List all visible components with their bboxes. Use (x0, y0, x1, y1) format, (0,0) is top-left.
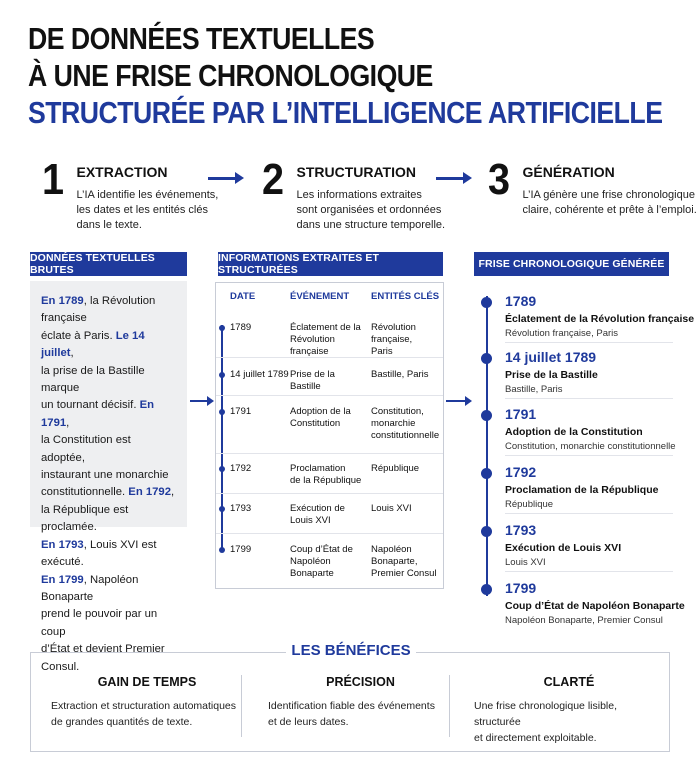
cell-line: Éclatement de la (290, 322, 361, 333)
timeline-separator (505, 571, 673, 572)
row-date: 1792 (230, 463, 252, 474)
benefits-title: LES BÉNÉFICES (286, 642, 416, 659)
highlight-date: En 1792 (128, 486, 172, 499)
cell-line: Premier Consul (371, 568, 437, 579)
timeline-dot-icon (481, 468, 492, 479)
step-generation (488, 155, 697, 218)
highlight-date: En 1789 (41, 295, 84, 307)
row-dot-icon (219, 372, 225, 378)
timeline-entities: Constitution, monarchie constitutionnelle (505, 441, 676, 452)
cell-line: Prise de la Bastille (290, 369, 335, 392)
step-description (76, 188, 218, 233)
row-entities (371, 322, 443, 358)
benefit-clarity (474, 675, 664, 744)
benefit-title: CLARTÉ (543, 675, 595, 689)
title-line-3: STRUCTURÉE PAR L’INTELLIGENCE ARTIFICIELLE (28, 95, 663, 130)
column-header-event: ÉVÉNEMENT (290, 291, 350, 302)
timeline-entities: Louis XVI (505, 557, 546, 568)
row-entities (371, 544, 443, 580)
step-desc-line: claire, cohérente et prête à l’emploi. (522, 204, 697, 216)
step-desc-line: sont organisées et ordonnées (296, 204, 442, 216)
timeline-entities: Napoléon Bonaparte, Premier Consul (505, 615, 663, 626)
timeline-separator (505, 513, 673, 514)
row-event (290, 406, 368, 430)
row-event (290, 544, 368, 580)
timeline-dot-icon (481, 584, 492, 595)
row-entities (371, 406, 443, 442)
table-row (216, 395, 443, 453)
row-date: 1791 (230, 406, 252, 417)
timeline-separator (505, 398, 673, 399)
step-number: 3 (488, 155, 511, 204)
raw-text-span: constitutionnelle. (41, 486, 129, 499)
raw-line: prend le pouvoir par un coup (41, 608, 158, 638)
step-structuration (262, 155, 446, 233)
step-desc-line: dans le texte. (76, 219, 142, 231)
cell-line: Révolution française (290, 334, 335, 357)
row-entities (371, 463, 443, 475)
benefit-description (474, 698, 664, 746)
cell-line: Napoléon Bonaparte, (371, 544, 418, 567)
timeline-title: Prise de la Bastille (505, 369, 598, 381)
raw-data-header: DONNÉES TEXTUELLES BRUTES (30, 252, 187, 276)
title-line-2: À UNE FRISE CHRONOLOGIQUE (28, 58, 433, 93)
row-entities (371, 503, 443, 515)
timeline-title: Coup d’État de Napoléon Bonaparte (505, 600, 685, 612)
benefit-desc-line: Extraction et structuration automatiques (51, 700, 237, 712)
cell-line: Paris (371, 346, 393, 357)
row-date: 1799 (230, 544, 252, 555)
timeline-year: 1789 (505, 293, 537, 309)
raw-text-span: , (171, 486, 175, 499)
row-dot-icon (219, 506, 225, 512)
timeline-dot-icon (481, 410, 492, 421)
row-dot-icon (219, 409, 225, 415)
timeline-title: Éclatement de la Révolution française (505, 313, 695, 325)
cell-line: constitutionnelle (371, 430, 440, 441)
benefit-description (268, 698, 453, 730)
timeline-year: 1792 (505, 464, 537, 480)
highlight-date: Le 14 juillet (41, 329, 145, 360)
main-title (28, 20, 700, 131)
timeline-title: Exécution de Louis XVI (505, 542, 622, 554)
benefit-precision (268, 675, 453, 737)
raw-line: d’État et devient Premier Consul. (41, 643, 165, 673)
timeline-entities: Bastille, Paris (505, 384, 563, 395)
raw-line: la Constitution est adoptée, (41, 434, 131, 464)
raw-line: la République est proclamée. (41, 503, 129, 534)
benefit-desc-line: de grandes quantités de texte. (51, 716, 193, 728)
raw-line (41, 572, 176, 607)
row-dot-icon (219, 547, 225, 553)
raw-text-span: , Louis XVI est exécuté. (41, 538, 157, 569)
timeline-line (486, 296, 488, 596)
raw-text-span: , Napoléon Bonaparte (41, 573, 139, 603)
title-line-1: DE DONNÉES TEXTUELLES (28, 21, 375, 56)
generated-timeline (474, 281, 695, 626)
table-row (216, 493, 443, 533)
benefit-title: PRÉCISION (326, 675, 395, 689)
step-description (296, 188, 445, 233)
cell-line: Constitution (290, 418, 341, 429)
row-dot-icon (219, 466, 225, 472)
timeline-title: Proclamation de la République (505, 484, 659, 496)
step-number: 1 (42, 155, 65, 204)
raw-text-panel (30, 281, 187, 673)
structured-data-header: INFORMATIONS EXTRAITES ET STRUCTURÉES (218, 252, 443, 276)
raw-line: la prise de la Bastille marque (41, 364, 145, 395)
cell-line: Louis XVI (290, 515, 331, 526)
timeline-dot-icon (481, 353, 492, 364)
step-arrow-right-icon (208, 177, 238, 180)
raw-text-span: , (66, 416, 70, 429)
step-desc-line: les dates et les entités clés (76, 204, 208, 216)
timeline-entities: République (505, 499, 554, 510)
benefit-divider (449, 675, 450, 737)
raw-text-span: éclate à Paris. (41, 329, 116, 342)
timeline-year: 1791 (505, 406, 537, 422)
cell-line: Adoption de la (290, 406, 351, 417)
step-extraction (42, 155, 219, 233)
row-event (290, 463, 368, 487)
step-arrow-right-icon (436, 177, 466, 180)
raw-line: instaurant une monarchie (41, 469, 169, 482)
step-desc-line: L’IA identifie les événements, (76, 189, 219, 201)
cell-line: République (371, 463, 420, 474)
benefit-desc-line: et de leurs dates. (268, 716, 349, 728)
benefit-time (51, 675, 243, 737)
timeline-year: 1799 (505, 580, 537, 596)
timeline-dot-icon (481, 526, 492, 537)
step-title: STRUCTURATION (296, 164, 416, 180)
table-row (216, 357, 443, 395)
raw-line (41, 328, 176, 363)
column-header-entities: ENTITÉS CLÉS (371, 291, 440, 302)
benefit-title: GAIN DE TEMPS (97, 675, 197, 689)
cell-line: Proclamation (290, 463, 346, 474)
highlight-date: En 1793 (41, 538, 84, 551)
raw-line (41, 293, 176, 328)
table-row (216, 533, 443, 583)
timeline-separator (505, 455, 673, 456)
table-row (216, 313, 443, 357)
cell-line: monarchie (371, 418, 416, 429)
raw-line (41, 537, 176, 572)
highlight-date: En 1799 (41, 573, 84, 586)
raw-text-span: , la Révolution française (41, 295, 156, 325)
step-description (522, 188, 696, 218)
timeline-year: 14 juillet 1789 (505, 349, 597, 365)
step-desc-line: Les informations extraites (296, 189, 422, 201)
cell-line: de la République (290, 475, 362, 486)
timeline-dot-icon (481, 297, 492, 308)
timeline-separator (505, 342, 673, 343)
timeline-year: 1793 (505, 522, 537, 538)
row-date: 1793 (230, 503, 252, 514)
step-desc-line: dans une structure temporelle. (296, 219, 446, 231)
flow-arrow-right-icon (190, 400, 209, 402)
row-dot-icon (219, 325, 225, 331)
flow-arrow-right-icon (446, 400, 467, 402)
cell-line: Coup d’État de (290, 544, 353, 555)
cell-line: Révolution française, (371, 322, 416, 345)
raw-line (41, 397, 176, 432)
cell-line: Louis XVI (371, 503, 412, 514)
benefit-desc-line: Une frise chronologique lisible, structurée (474, 700, 617, 728)
step-number: 2 (262, 155, 285, 204)
row-event (290, 369, 368, 393)
table-row (216, 453, 443, 493)
raw-text-span: un tournant décisif. (41, 399, 140, 412)
cell-line: Exécution de (290, 503, 345, 514)
cell-line: Constitution, (371, 406, 424, 417)
row-event (290, 322, 368, 358)
row-entities (371, 369, 443, 381)
benefits-box (30, 642, 670, 752)
structured-table (215, 282, 444, 589)
benefit-divider (241, 675, 242, 737)
row-event (290, 503, 368, 527)
step-title: GÉNÉRATION (522, 164, 615, 180)
timeline-entities: Révolution française, Paris (505, 328, 618, 339)
benefit-description (51, 698, 243, 730)
timeline-title: Adoption de la Constitution (505, 426, 643, 438)
cell-line: Napoléon Bonaparte (290, 556, 334, 579)
raw-line (41, 484, 176, 501)
row-date: 14 juillet 1789 (230, 369, 289, 380)
row-date: 1789 (230, 322, 252, 333)
cell-line: Bastille, Paris (371, 369, 429, 380)
timeline-header: FRISE CHRONOLOGIQUE GÉNÉRÉE (474, 252, 669, 276)
raw-text-span: , (70, 347, 74, 360)
highlight-date: En 1791 (41, 399, 155, 429)
benefit-desc-line: Identification fiable des événements (268, 700, 435, 712)
benefit-desc-line: et directement exploitable. (474, 732, 597, 744)
step-title: EXTRACTION (76, 164, 168, 180)
column-header-date: DATE (230, 291, 256, 302)
step-desc-line: L’IA génère une frise chronologique (522, 189, 695, 201)
